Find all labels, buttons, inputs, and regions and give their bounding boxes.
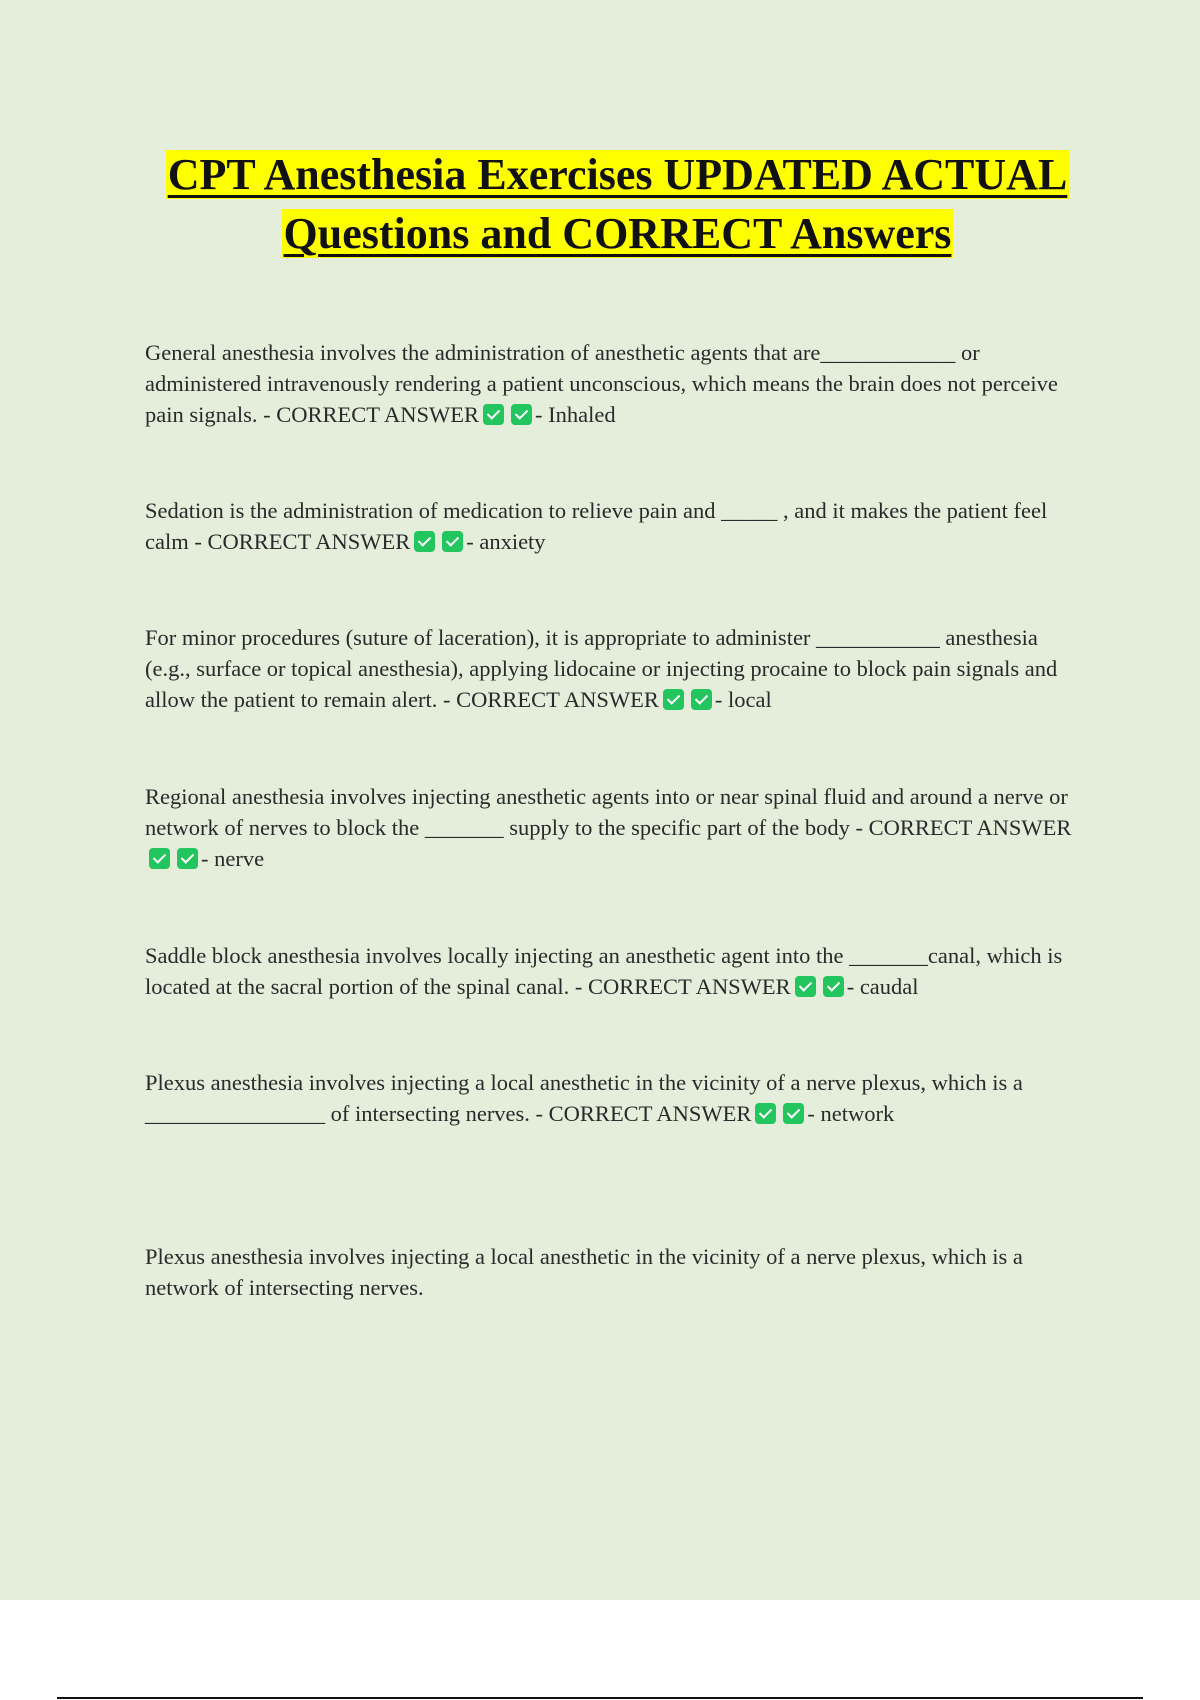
question-text: Sedation is the administration of medication to relieve pain and _____ , and it makes the patient feel calm - CORRECT ANSWER [145,498,1048,554]
check-icon [414,531,435,552]
answer-text: - Inhaled [534,402,616,427]
question-text: Plexus anesthesia involves injecting a local anesthetic in the vicinity of a nerve plexus, which is a ________________ of intersecting nerves. - CORRECT ANSWER [145,1070,1023,1126]
check-icon [483,404,504,425]
qa-item [145,495,1080,557]
check-icon [442,531,463,552]
qa-item [145,940,1080,1002]
document-title-text: CPT Anesthesia Exercises UPDATED ACTUAL Questions and CORRECT Answers [167,150,1068,258]
question-text: Regional anesthesia involves injecting anesthetic agents into or near spinal fluid and around a nerve or network of nerves to block the _______ supply to the specific part of the body - CORRECT ANSWER [145,784,1072,840]
answer-text: - network [807,1101,895,1126]
answer-text: - local [714,687,772,712]
answer-text: - nerve [201,846,265,871]
qa-item [145,622,1080,715]
qa-item [145,1067,1080,1129]
closing-note: Plexus anesthesia involves injecting a local anesthetic in the vicinity of a nerve plexus, which is a network of intersecting nerves. [145,1244,1023,1300]
answer-text: - caudal [846,974,919,999]
footer-divider [57,1697,1143,1699]
check-icon [149,848,170,869]
check-icon [783,1103,804,1124]
question-text: Saddle block anesthesia involves locally injecting an anesthetic agent into the _______canal, which is located at the sacral portion of the spinal canal. - CORRECT ANSWER [145,943,1063,999]
check-icon [663,689,684,710]
title-block [145,145,1090,263]
check-icon [691,689,712,710]
question-text: General anesthesia involves the administration of anesthetic agents that are____________ or administered intravenously rendering a patient unconscious, which means the brain does not perceive pain signals. - CORRECT ANSWER [145,340,1058,427]
check-icon [755,1103,776,1124]
check-icon [795,976,816,997]
document-title [145,145,1090,263]
check-icon [823,976,844,997]
qa-item [145,781,1080,874]
check-icon [177,848,198,869]
check-icon [511,404,532,425]
answer-text: - anxiety [466,529,546,554]
qa-item [145,337,1080,430]
question-text: For minor procedures (suture of laceration), it is appropriate to administer ___________ anesthesia (e.g., surface or topical anesthesia), applying lidocaine or injecting procaine to block pain signals and allow the patient to remain alert. - CORRECT ANSWER [145,625,1058,712]
